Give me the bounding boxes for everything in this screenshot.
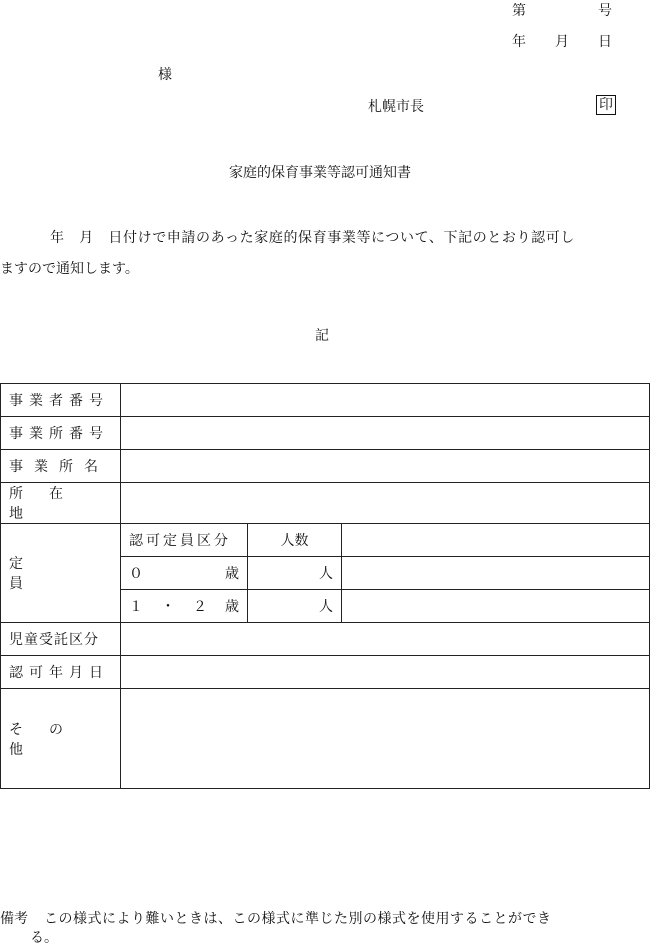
- office-number-label: [1, 417, 121, 450]
- person-unit: 人: [319, 599, 333, 615]
- body-line-1: 年 月 日付けで申請のあった家庭的保育事業等について、下記のとおり認可し: [50, 230, 575, 246]
- note-line-2: る。: [30, 930, 58, 946]
- capacity-count-header: 人数: [248, 524, 342, 557]
- note-label: 備考: [0, 911, 28, 927]
- other-field[interactable]: [121, 689, 650, 789]
- age-12-d: 歳: [225, 599, 239, 615]
- age-12-blank: [342, 590, 650, 623]
- child-category-label: [1, 623, 121, 656]
- issuer-name: 札幌市長: [368, 99, 424, 115]
- number-prefix: 第: [512, 3, 526, 19]
- table-row: [1, 384, 650, 417]
- location-label: [1, 483, 121, 524]
- label-text: 事業者番号: [9, 393, 109, 409]
- body-line-2: ますので通知します。: [0, 261, 139, 277]
- person-unit: 人: [319, 566, 333, 582]
- capacity-category-header: [121, 524, 248, 557]
- addressee-suffix: 様: [158, 67, 172, 83]
- other-label: [1, 689, 121, 789]
- label-text: 事業所番号: [9, 426, 109, 442]
- label-text: その他: [9, 721, 89, 758]
- office-name-field[interactable]: [121, 450, 650, 483]
- label-text: 所在地: [9, 486, 89, 522]
- age-12-label: [121, 590, 248, 623]
- office-number-field[interactable]: [121, 417, 650, 450]
- table-row: [1, 524, 650, 557]
- date-day: 日: [598, 34, 612, 50]
- justify-wrap: [121, 596, 247, 616]
- ki-heading: 記: [315, 328, 329, 344]
- operator-number-field[interactable]: [121, 384, 650, 417]
- approval-date-field[interactable]: [121, 656, 650, 689]
- age-0-number: ０: [129, 566, 143, 582]
- table-row: [1, 656, 650, 689]
- operator-number-label: [1, 384, 121, 417]
- capacity-blank: [342, 524, 650, 557]
- justify-wrap: [121, 563, 247, 583]
- approval-date-label: [1, 656, 121, 689]
- office-name-label: [1, 450, 121, 483]
- age-12-count-field[interactable]: [248, 590, 342, 623]
- age-12-a: １: [129, 599, 143, 615]
- label-text: 児童受託区分: [9, 632, 99, 648]
- number-suffix: 号: [598, 3, 612, 19]
- justify-wrap: [9, 390, 114, 410]
- label-text: 定員: [9, 556, 97, 592]
- approval-form-table: [0, 383, 650, 789]
- age-0-blank: [342, 557, 650, 590]
- table-row: [1, 623, 650, 656]
- label-text: 事業所名: [9, 459, 109, 475]
- seal-stamp: 印: [596, 95, 616, 115]
- date-year: 年: [512, 34, 526, 50]
- age-12-c: ２: [193, 599, 207, 615]
- location-field[interactable]: [121, 483, 650, 524]
- age-0-label: [121, 557, 248, 590]
- label-text: 認可年月日: [9, 665, 109, 681]
- document-title: 家庭的保育事業等認可通知書: [229, 165, 411, 181]
- capacity-label: [1, 524, 121, 623]
- age-0-count-field[interactable]: [248, 557, 342, 590]
- table-row: [1, 689, 650, 789]
- age-12-b: ・: [161, 599, 175, 615]
- table-row: [1, 483, 650, 524]
- table-row: [1, 450, 650, 483]
- table-row: [1, 417, 650, 450]
- date-month: 月: [555, 34, 569, 50]
- child-category-field[interactable]: [121, 623, 650, 656]
- age-0-unit: 歳: [225, 566, 239, 582]
- label-text: 認可定員区分: [129, 533, 231, 549]
- note-line-1: この様式により難いときは、この様式に準じた別の様式を使用することができ: [44, 911, 552, 927]
